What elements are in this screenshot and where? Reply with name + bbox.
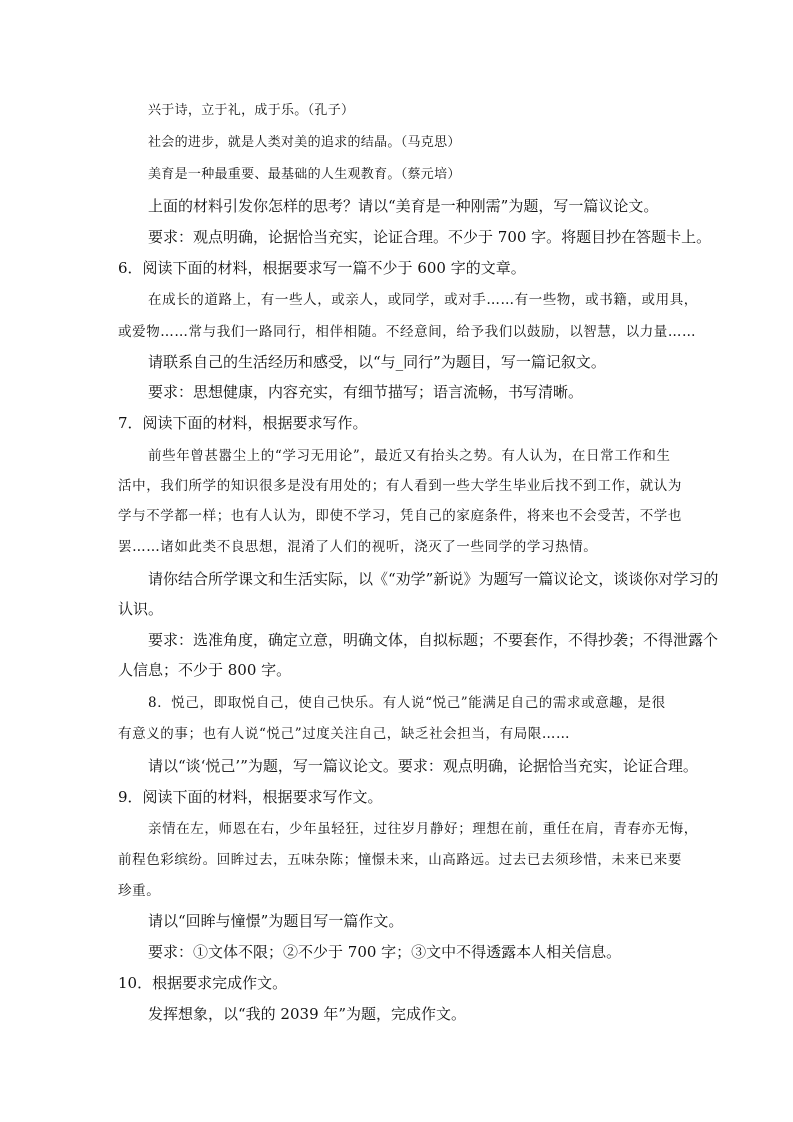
prompt7-requirement-line: 人信息；不少于 800 字。 [118,661,292,679]
prompt10-task: 发挥想象，以“我的 2039 年”为题，完成作文。 [148,1005,467,1023]
prompt7-material-line: 学与不学都一样；也有人认为，即使不学习，凭自己的家庭条件，将来也不会受苦，不学也 [118,508,682,524]
prompt9-requirement: 要求：①文体不限；②不少于 700 字；③文中不得透露本人相关信息。 [148,943,622,961]
prompt9-material-line: 亲情在左，师恩在右，少年虽轻狂，过往岁月静好；理想在前，重任在肩，青春亦无悔， [148,821,698,837]
prompt7-heading: 7．阅读下面的材料，根据要求写作。 [118,414,368,432]
prompt7-material-line: 前些年曾甚嚣尘上的“学习无用论”，最近又有抬头之势。有人认为，在日常工作和生 [148,448,671,464]
prompt7-requirement-line: 要求：选准角度，确定立意，明确文体，自拟标题；不要套作，不得抄袭；不得泄露个 [148,631,719,649]
prompt7-material-line: 罢……诸如此类不良思想，混淆了人们的视听，浇灭了一些同学的学习热情。 [118,539,598,555]
prompt5-requirement: 要求：观点明确，论据恰当充实，论证合理。不少于 700 字。将题目抄在答题卡上。 [148,228,712,246]
prompt7-task-line: 请你结合所学课文和生活实际，以《“劝学”新说》为题写一篇议论文，谈谈你对学习的 [148,570,719,588]
prompt9-material-line: 前程色彩缤纷。回眸过去，五味杂陈；憧憬未来，山高路远。过去已去须珍惜，未来已来要 [118,852,682,868]
quote-confucius: 兴于诗，立于礼，成于乐。（孔子） [148,103,355,118]
prompt7-material-line: 活中，我们所学的知识很多是没有用处的；有人看到一些大学生毕业后找不到工作，就认为 [118,478,682,494]
prompt7-task-line: 认识。 [118,600,164,618]
quote-marx: 社会的进步，就是人类对美的追求的结晶。（马克思） [148,135,461,150]
prompt9-material-line: 珍重。 [118,883,161,899]
prompt6-heading: 6．阅读下面的材料，根据要求写一篇不少于 600 字的文章。 [118,259,526,277]
prompt6-requirement: 要求：思想健康，内容充实，有细节描写；语言流畅，书写清晰。 [148,383,584,401]
prompt6-task: 请联系自己的生活经历和感受，以“与_同行”为题目，写一篇记叙文。 [148,353,606,371]
prompt10-heading: 10．根据要求完成作文。 [118,974,288,992]
prompt9-heading: 9．阅读下面的材料，根据要求写作文。 [118,788,383,806]
prompt5-question: 上面的材料引发你怎样的思考？请以“美育是一种刚需”为题，写一篇议论文。 [148,197,659,215]
prompt8-material-line: 有意义的事；也有人说“悦己”过度关注自己，缺乏社会担当，有局限…… [118,726,571,742]
prompt8-task: 请以“谈‘悦己’”为题，写一篇议论文。要求：观点明确，论据恰当充实，论证合理。 [148,757,698,775]
quote-cai-yuanpei: 美育是一种最重要、最基础的人生观教育。（蔡元培） [148,167,461,182]
prompt8-material-line: 8．悦己，即取悦自己，使自己快乐。有人说“悦己”能满足自己的需求或意趣，是很 [148,695,666,711]
prompt6-material-line: 在成长的道路上，有一些人，或亲人，或同学，或对手……有一些物，或书籍，或用具， [148,292,698,308]
prompt9-task: 请以“回眸与憧憬”为题目写一篇作文。 [148,912,404,930]
prompt6-material-line: 或爱物……常与我们一路同行，相伴相随。不经意间，给予我们以鼓励，以智慧，以力量…… [118,324,697,340]
